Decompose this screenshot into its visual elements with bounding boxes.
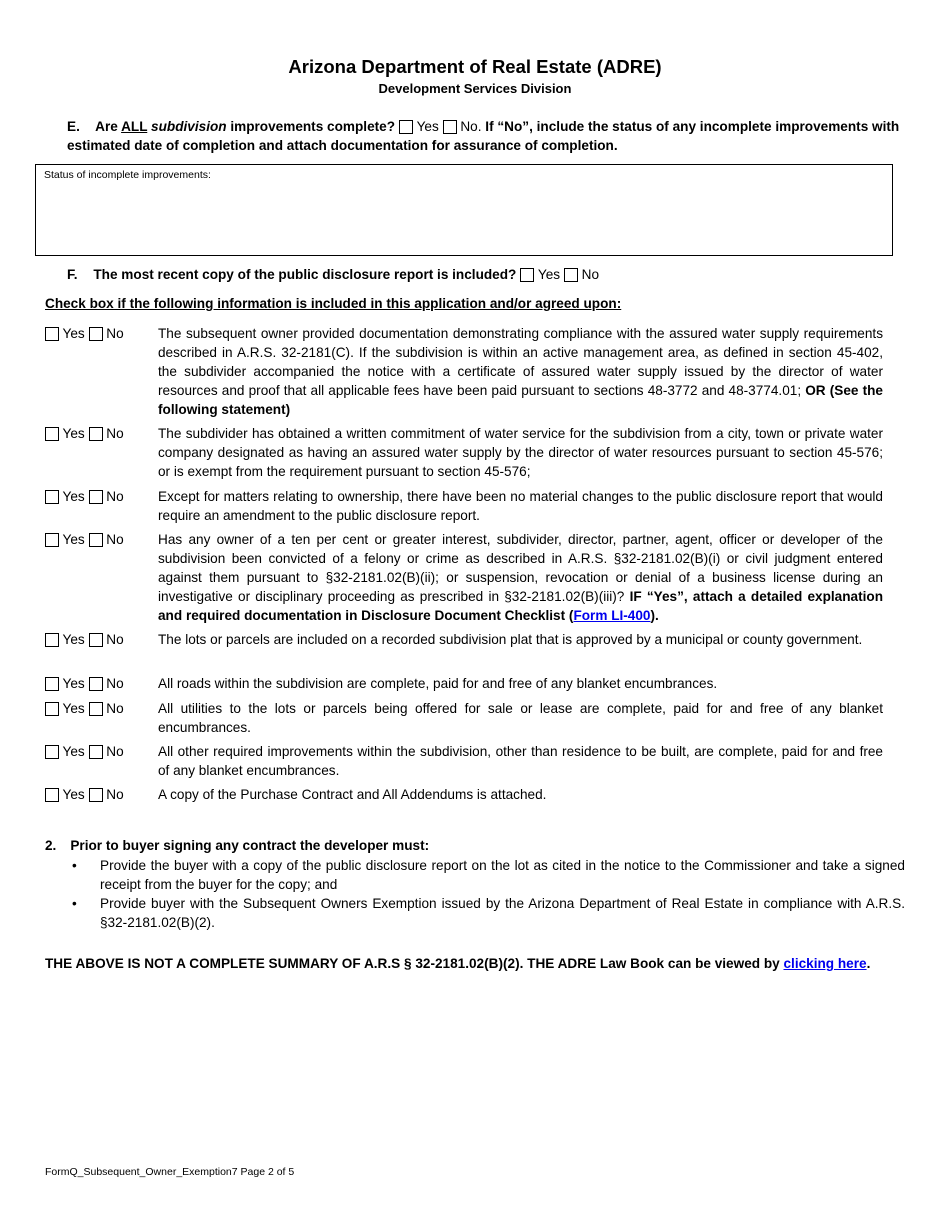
section-f-no-label: No — [581, 267, 600, 282]
all-emphasis: ALL — [121, 119, 148, 134]
no-checkbox[interactable] — [89, 677, 103, 691]
no-checkbox[interactable] — [89, 633, 103, 647]
item-text: Except for matters relating to ownership, there have been no material changes to the public disclosure report that would require an amendment to the public disclosure report. — [158, 489, 883, 523]
section-f-yes-label: Yes — [537, 267, 561, 282]
yes-checkbox[interactable] — [45, 327, 59, 341]
item-text: The subdivider has obtained a written commitment of water service for the subdivision from a city, town or private water company designated as having an assured water supply by the director of water resources pursuant to section 45-576; or is exempt from the requirement pursuant to section 45-576; — [158, 426, 883, 479]
no-checkbox[interactable] — [89, 702, 103, 716]
page-title: Arizona Department of Real Estate (ADRE) — [288, 56, 662, 77]
yes-checkbox[interactable] — [45, 788, 59, 802]
no-checkbox[interactable] — [89, 533, 103, 547]
item-text: Has any owner of a ten per cent or greater interest, subdivider, director, partner, agent, officer or developer of the subdivision been convicted of a felony or crime as described in A.R.S. §32-2181.02(B)(i) or civil judgment entered against them pursuant to §32-2181.02(B)(ii); or suspension, revocation or denial of a business license during an investigative or disciplinary proceeding as prescribed in §32-2181.02(B)(iii)? — [158, 532, 883, 604]
status-incomplete-improvements-field[interactable] — [35, 164, 893, 256]
no-checkbox[interactable] — [89, 490, 103, 504]
page-footer: FormQ_Subsequent_Owner_Exemption7 Page 2 of 5 — [45, 1166, 295, 1178]
no-checkbox[interactable] — [89, 327, 103, 341]
section-e-yes-checkbox[interactable] — [399, 120, 413, 134]
no-checkbox[interactable] — [89, 427, 103, 441]
section-e-instruction: If “No”, include the status of any incomplete improvements with estimated date of completion and attach documentation for assurance of completion. — [67, 119, 900, 153]
item-text: All other required improvements within the subdivision, other than residence to be built, are complete, paid for and free of any blanket encumbrances. — [158, 744, 883, 778]
checklist-heading: Check box if the following information is included in this application and/or agreed upon: — [45, 296, 622, 311]
section-f-yes-checkbox[interactable] — [520, 268, 534, 282]
law-book-link[interactable]: clicking here — [783, 956, 867, 971]
section-e-letter: E. — [67, 119, 80, 134]
no-checkbox[interactable] — [89, 745, 103, 759]
yes-checkbox[interactable] — [45, 633, 59, 647]
section-2-bullets — [72, 856, 905, 932]
yes-checkbox[interactable] — [45, 490, 59, 504]
section-e-no-label: No. — [460, 119, 482, 134]
item-text: A copy of the Purchase Contract and All Addendums is attached. — [158, 787, 547, 802]
yes-checkbox[interactable] — [45, 427, 59, 441]
division-subtitle: Development Services Division — [378, 81, 572, 96]
item-text: All roads within the subdivision are complete, paid for and free of any blanket encumbrances. — [158, 676, 718, 691]
status-field-label: Status of incomplete improvements: — [44, 169, 211, 181]
law-summary-notice: THE ABOVE IS NOT A COMPLETE SUMMARY OF A.R.S § 32-2181.02(B)(2). THE ADRE Law Book can be viewed by clicking here. — [45, 956, 871, 971]
section-f-letter: F. — [67, 267, 78, 282]
section-e-yes-label: Yes — [416, 119, 439, 134]
section-e-question: E. Are ALL subdivision improvements complete? Yes No. If “No”, include the status of any incomplete improvements with estimated date of completion and attach documentation for assurance of completion. — [67, 119, 900, 153]
section-e-no-checkbox[interactable] — [443, 120, 457, 134]
list-item: • Provide buyer with the Subsequent Owners Exemption issued by the Arizona Department of Real Estate in compliance with A.R.S. §32-2181.02(B)(2). — [72, 896, 905, 930]
item-text: The lots or parcels are included on a recorded subdivision plat that is approved by a municipal or county government. — [158, 632, 863, 647]
yes-checkbox[interactable] — [45, 745, 59, 759]
yes-checkbox[interactable] — [45, 702, 59, 716]
form-li-400-link[interactable]: Form LI-400 — [573, 608, 651, 623]
yes-checkbox[interactable] — [45, 533, 59, 547]
subdivision-emphasis: subdivision — [151, 119, 227, 134]
no-checkbox[interactable] — [89, 788, 103, 802]
yes-checkbox[interactable] — [45, 677, 59, 691]
item-text: All utilities to the lots or parcels being offered for sale or lease are complete, paid for and free of any blanket encumbrances. — [158, 701, 883, 735]
section-f-no-checkbox[interactable] — [564, 268, 578, 282]
list-item: • Provide the buyer with a copy of the public disclosure report on the lot as cited in the notice to the Commissioner and take a signed receipt from the buyer for the copy; and — [72, 858, 905, 892]
item-text: The subsequent owner provided documentation demonstrating compliance with the assured water supply requirements described in A.R.S. 32-2181(C). If the subdivision is within an active management area, as defined in section 45-402, the subdivider accompanied the notice with a certificate of assured water supply issued by the director of water resources and proof that all applicable fees have been paid pursuant to sections 48-3772 and 48-3774.01; — [158, 326, 883, 398]
section-2-heading: 2. Prior to buyer signing any contract the developer must: — [45, 838, 430, 853]
section-f-question: F. The most recent copy of the public disclosure report is included? Yes No — [67, 267, 600, 282]
